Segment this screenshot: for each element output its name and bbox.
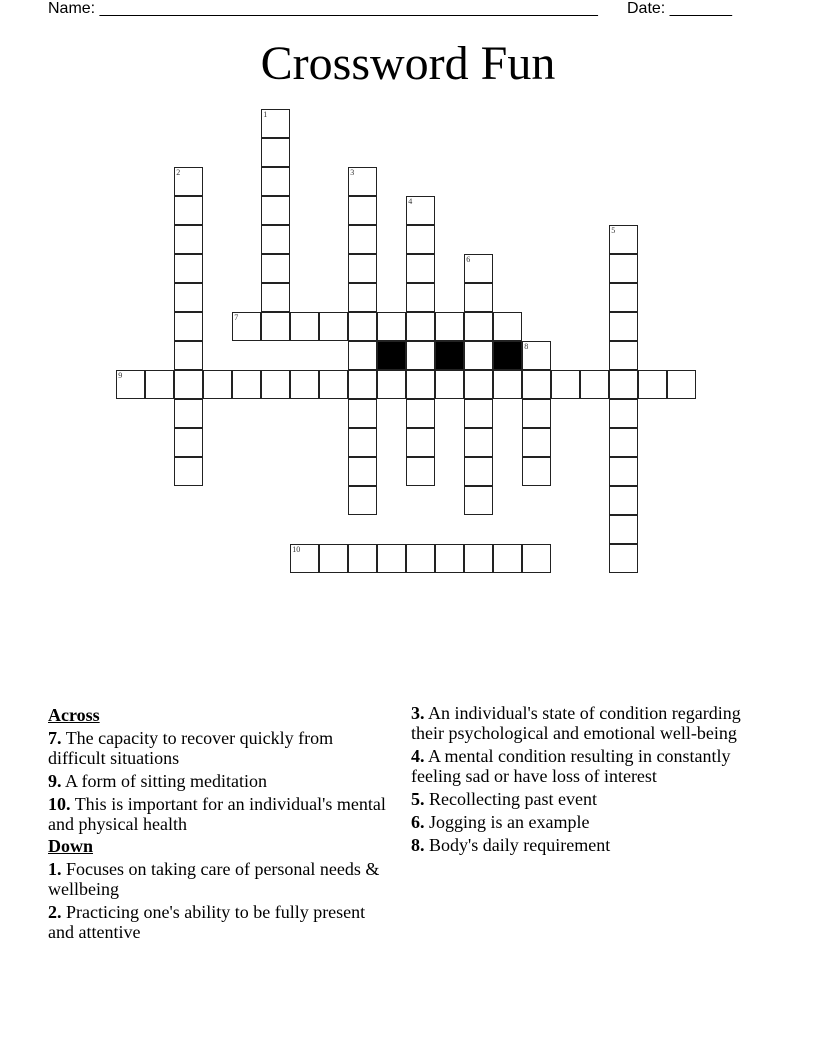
- clue-number: 3: [350, 168, 355, 178]
- grid-cell[interactable]: [348, 196, 377, 225]
- grid-cell[interactable]: [638, 370, 667, 399]
- clue-across-10: 10. This is important for an individual's mental and physical health: [48, 794, 386, 834]
- grid-cell[interactable]: [174, 399, 203, 428]
- grid-cell[interactable]: [580, 370, 609, 399]
- grid-cell[interactable]: [319, 544, 348, 573]
- name-field[interactable]: Name: ________________________________________________________: [48, 0, 598, 17]
- grid-cell[interactable]: [522, 399, 551, 428]
- clue-across-7: 7. The capacity to recover quickly from difficult situations: [48, 728, 334, 768]
- grid-cell[interactable]: [609, 428, 638, 457]
- clue-number: 5: [611, 226, 616, 236]
- grid-cell[interactable]: [464, 544, 493, 573]
- grid-cell[interactable]: [348, 399, 377, 428]
- black-cell: [435, 341, 464, 370]
- grid-cell[interactable]: [174, 283, 203, 312]
- clues-right-column: [411, 703, 741, 855]
- grid-cell[interactable]: [145, 370, 174, 399]
- grid-cell[interactable]: [174, 341, 203, 370]
- grid-cell[interactable]: [348, 283, 377, 312]
- down-heading: Down: [48, 836, 94, 856]
- grid-cell[interactable]: [348, 428, 377, 457]
- grid-cell[interactable]: [609, 515, 638, 544]
- grid-cell[interactable]: [406, 457, 435, 486]
- grid-cell[interactable]: [174, 254, 203, 283]
- grid-cell[interactable]: [377, 312, 406, 341]
- grid-cell[interactable]: [348, 544, 377, 573]
- grid-cell[interactable]: [261, 225, 290, 254]
- grid-cell[interactable]: [290, 544, 319, 573]
- grid-cell[interactable]: [464, 399, 493, 428]
- clue-number: 1: [263, 110, 268, 120]
- grid-cell[interactable]: [609, 283, 638, 312]
- grid-cell[interactable]: [261, 283, 290, 312]
- grid-cell[interactable]: [667, 370, 696, 399]
- grid-cell[interactable]: [406, 225, 435, 254]
- grid-cell[interactable]: [435, 544, 464, 573]
- grid-cell[interactable]: [348, 486, 377, 515]
- grid-cell[interactable]: [348, 254, 377, 283]
- grid-cell[interactable]: [406, 370, 435, 399]
- grid-cell[interactable]: [348, 312, 377, 341]
- grid-cell[interactable]: [406, 399, 435, 428]
- grid-cell[interactable]: [406, 341, 435, 370]
- grid-cell[interactable]: [232, 312, 261, 341]
- clue-number: 6: [466, 255, 471, 265]
- grid-cell[interactable]: [464, 283, 493, 312]
- grid-cell[interactable]: [609, 341, 638, 370]
- grid-cell[interactable]: [174, 196, 203, 225]
- grid-cell[interactable]: [348, 370, 377, 399]
- grid-cell[interactable]: [261, 138, 290, 167]
- grid-cell[interactable]: [609, 370, 638, 399]
- grid-cell[interactable]: [464, 428, 493, 457]
- grid-cell[interactable]: [522, 370, 551, 399]
- grid-cell[interactable]: [464, 254, 493, 283]
- grid-cell[interactable]: [609, 312, 638, 341]
- grid-cell[interactable]: [551, 370, 580, 399]
- grid-cell[interactable]: [290, 370, 319, 399]
- grid-cell[interactable]: [522, 341, 551, 370]
- grid-cell[interactable]: [464, 486, 493, 515]
- date-field[interactable]: Date: _______: [627, 0, 732, 17]
- grid-cell[interactable]: [348, 457, 377, 486]
- grid-cell[interactable]: [464, 370, 493, 399]
- grid-cell[interactable]: [406, 312, 435, 341]
- clue-down-6: 6. Jogging is an example: [411, 812, 590, 832]
- grid-cell[interactable]: [261, 254, 290, 283]
- grid-cell[interactable]: [261, 370, 290, 399]
- page-title: Crossword Fun: [260, 37, 556, 90]
- grid-cell[interactable]: [522, 428, 551, 457]
- clue-down-3: 3. An individual's state of condition regarding their psychological and emotional well-being: [411, 703, 741, 743]
- grid-cell[interactable]: [435, 370, 464, 399]
- grid-cell[interactable]: [493, 370, 522, 399]
- grid-cell[interactable]: [116, 370, 145, 399]
- grid-cell[interactable]: [493, 312, 522, 341]
- grid-cell[interactable]: [464, 312, 493, 341]
- clue-down-4: 4. A mental condition resulting in constantly feeling sad or have loss of interest: [411, 746, 731, 786]
- grid-cell[interactable]: [435, 312, 464, 341]
- grid-cell[interactable]: [493, 544, 522, 573]
- grid-cell[interactable]: [203, 370, 232, 399]
- grid-cell[interactable]: [174, 457, 203, 486]
- grid-cell[interactable]: [406, 544, 435, 573]
- grid-cell[interactable]: [232, 370, 261, 399]
- grid-cell[interactable]: [319, 312, 348, 341]
- clue-number: 2: [176, 168, 181, 178]
- grid-cell[interactable]: [406, 254, 435, 283]
- clue-down-2: 2. Practicing one's ability to be fully present and attentive: [48, 902, 366, 942]
- clue-number: 10: [292, 545, 301, 555]
- grid-cell[interactable]: [406, 283, 435, 312]
- grid-cell[interactable]: [290, 312, 319, 341]
- grid-cell[interactable]: [348, 225, 377, 254]
- grid-cell[interactable]: [174, 167, 203, 196]
- grid-cell[interactable]: [609, 399, 638, 428]
- grid-cell[interactable]: [609, 225, 638, 254]
- grid-cell[interactable]: [348, 341, 377, 370]
- grid-cell[interactable]: [174, 312, 203, 341]
- clue-number: 9: [118, 371, 123, 381]
- grid-cell[interactable]: [261, 167, 290, 196]
- grid-cell[interactable]: [261, 312, 290, 341]
- grid-cell[interactable]: [174, 225, 203, 254]
- grid-cell[interactable]: [522, 544, 551, 573]
- grid-cell[interactable]: [174, 428, 203, 457]
- grid-cell[interactable]: [261, 109, 290, 138]
- grid-cell[interactable]: [319, 370, 348, 399]
- grid-cell[interactable]: [377, 370, 406, 399]
- black-cell: [493, 341, 522, 370]
- clue-number: 8: [524, 342, 529, 352]
- clue-down-5: 5. Recollecting past event: [411, 789, 597, 809]
- clue-across-9: 9. A form of sitting meditation: [48, 771, 267, 791]
- clue-number: 4: [408, 197, 413, 207]
- grid-cell[interactable]: [609, 254, 638, 283]
- across-heading: Across: [48, 705, 100, 725]
- grid-cell[interactable]: [406, 428, 435, 457]
- clue-down-1: 1. Focuses on taking care of personal needs & wellbeing: [48, 859, 380, 899]
- clue-down-8: 8. Body's daily requirement: [411, 835, 611, 855]
- grid-cell[interactable]: [609, 544, 638, 573]
- grid-cell[interactable]: [464, 341, 493, 370]
- grid-cell[interactable]: [174, 370, 203, 399]
- grid-cell[interactable]: [609, 486, 638, 515]
- grid-cell[interactable]: [406, 196, 435, 225]
- grid-cell[interactable]: [261, 196, 290, 225]
- black-cell: [377, 341, 406, 370]
- grid-cell[interactable]: [377, 544, 406, 573]
- clues-left-column: [48, 703, 393, 942]
- clue-number: 7: [234, 313, 239, 323]
- grid-cell[interactable]: [464, 457, 493, 486]
- grid-cell[interactable]: [609, 457, 638, 486]
- grid-cell[interactable]: [348, 167, 377, 196]
- grid-cell[interactable]: [522, 457, 551, 486]
